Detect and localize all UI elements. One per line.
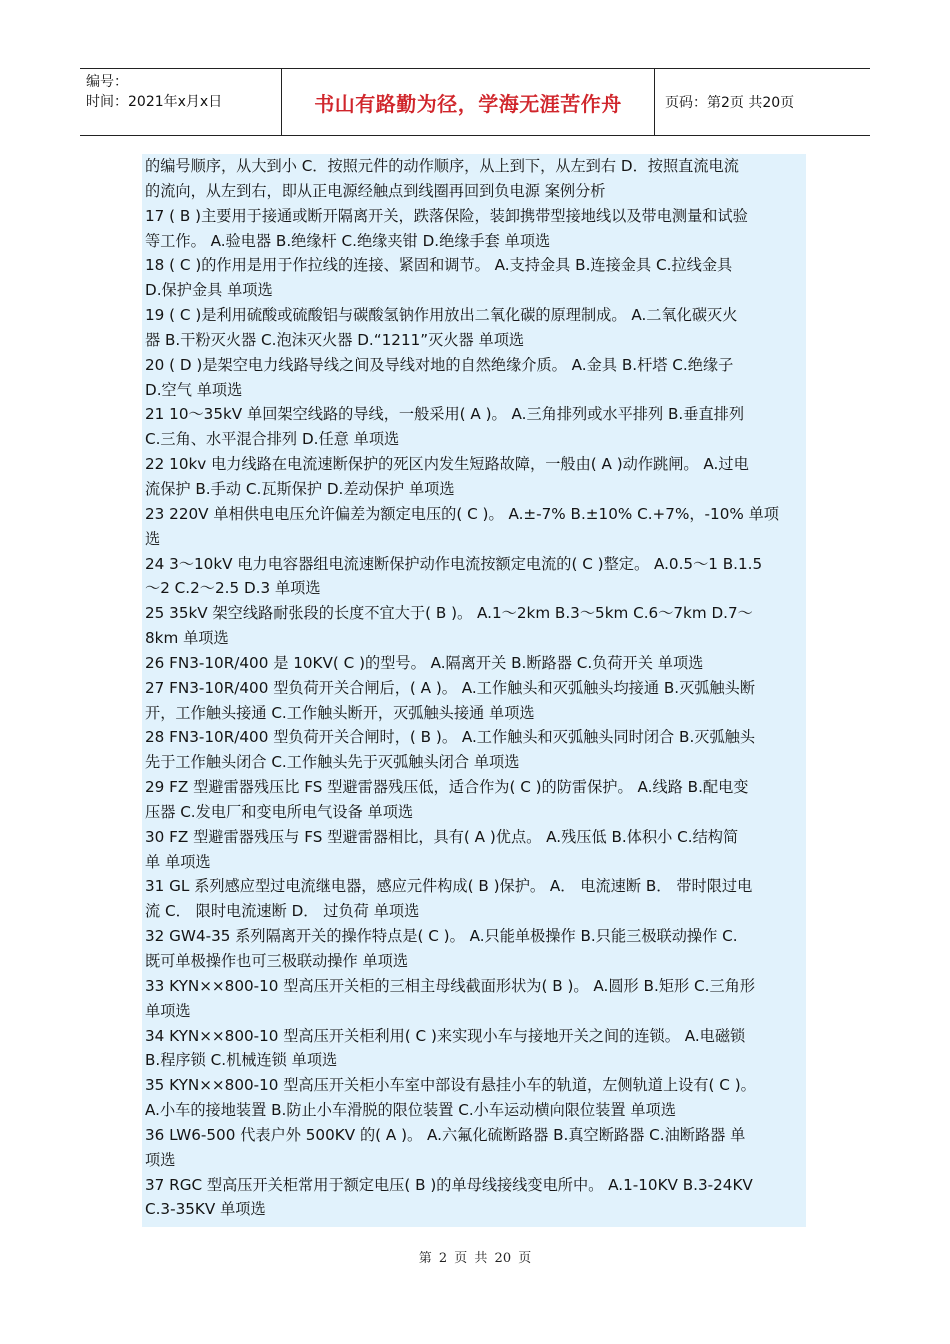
text-line: 先于工作触头闭合 C.工作触头先于灭弧触头闭合 单项选 — [145, 753, 520, 772]
text-line: 单 单项选 — [145, 852, 211, 871]
text-line: 37 RGC 型高压开关柜常用于额定电压( B )的单母线接线变电所中。 A.1-10KV B.3-24KV — [145, 1175, 753, 1194]
text-line: 选 — [145, 529, 161, 548]
header-page-info: 页码：第2页 共20页 — [665, 95, 795, 111]
text-line: 30 FZ 型避雷器残压与 FS 型避雷器相比，具有( A )优点。 A.残压低 B.体积小 C.结构简 — [145, 827, 739, 846]
text-line: 27 FN3-10R/400 型负荷开关合闸后，( A )。 A.工作触头和灭弧触头均接通 B.灭弧触头断 — [145, 678, 756, 697]
text-line: 23 220V 单相供电电压允许偏差为额定电压的( C )。 A.±-7% B.±10% C.+7%，-10% 单项 — [145, 504, 779, 523]
text-line: 24 3～10kV 电力电容器组电流速断保护动作电流按额定电流的( C )整定。 A.0.5～1 B.1.5 — [145, 554, 763, 573]
text-line: 开，工作触头接通 C.工作触头断开，灭弧触头接通 单项选 — [145, 703, 535, 722]
text-line: 等工作。 A.验电器 B.绝缘杆 C.绝缘夹钳 D.绝缘手套 单项选 — [145, 231, 551, 250]
text-line: 压器 C.发电厂和变电所电气设备 单项选 — [145, 802, 414, 821]
text-line: 17 ( B )主要用于接通或断开隔离开关，跌落保险，装卸携带型接地线以及带电测量和试验 — [145, 206, 748, 225]
page-footer: 第 2 页 共 20 页 — [418, 1251, 532, 1266]
text-line: 项选 — [145, 1150, 176, 1169]
text-line: C.三角、水平混合排列 D.任意 单项选 — [145, 430, 400, 449]
text-line: ～2 C.2～2.5 D.3 单项选 — [145, 579, 321, 598]
text-line: A.小车的接地装置 B.防止小车滑脱的限位装置 C.小车运动横向限位装置 单项选 — [145, 1101, 676, 1120]
number-label: 编号： — [86, 74, 128, 90]
header-motto: 书山有路勤为径，学海无涯苦作舟 — [282, 69, 655, 135]
text-line: D.空气 单项选 — [145, 380, 243, 399]
text-line: 36 LW6-500 代表户外 500KV 的( A )。 A.六氟化硫断路器 B.真空断路器 C.油断路器 单 — [145, 1125, 746, 1144]
text-line: 29 FZ 型避雷器残压比 FS 型避雷器残压低，适合作为( C )的防雷保护。 A.线路 B.配电变 — [145, 778, 749, 797]
text-line: 的流向，从左到右，即从正电源经触点到线圈再回到负电源 案例分析 — [145, 181, 606, 200]
header-meta — [80, 69, 282, 135]
text-line: 22 10kv 电力线路在电流速断保护的死区内发生短路故障，一般由( A )动作跳闸。 A.过电 — [145, 455, 749, 474]
text-line: 的编号顺序，从大到小 C．按照元件的动作顺序，从上到下，从左到右 D．按照直流电流 — [145, 157, 739, 175]
text-line: 流保护 B.手动 C.瓦斯保护 D.差动保护 单项选 — [145, 479, 455, 498]
text-line: 8km 单项选 — [145, 629, 229, 648]
text-line: 19 ( C )是利用硫酸或硫酸铝与碳酸氢钠作用放出二氧化碳的原理制成。 A.二氧化碳灭火 — [145, 306, 738, 325]
text-line: 单项选 — [145, 1001, 191, 1020]
text-line: 21 10～35kV 单回架空线路的导线，一般采用( A )。 A.三角排列或水平排列 B.垂直排列 — [145, 405, 745, 424]
document-body — [142, 154, 806, 1227]
text-line: 器 B.干粉灭火器 C.泡沫灭火器 D.“1211”灭火器 单项选 — [145, 330, 525, 349]
text-line: 20 ( D )是架空电力线路导线之间及导线对地的自然绝缘介质。 A.金具 B.杆塔 C.绝缘子 — [145, 355, 734, 374]
text-line: 31 GL 系列感应型过电流继电器，感应元件构成( B )保护。 A． 电流速断 B． 带时限过电 — [145, 877, 753, 896]
text-line: 25 35kV 架空线路耐张段的长度不宜大于( B )。 A.1～2km B.3～5km C.6～7km D.7～ — [145, 604, 753, 623]
text-line: 35 KYN××800-10 型高压开关柜小车室中部设有悬挂小车的轨道，左侧轨道上设有( C )。 — [145, 1076, 756, 1095]
text-line: C.3-35KV 单项选 — [145, 1200, 266, 1219]
date-label: 时间：2021年x月x日 — [86, 94, 223, 110]
text-line: D.保护金具 单项选 — [145, 281, 273, 300]
text-line: 28 FN3-10R/400 型负荷开关合闸时，( B )。 A.工作触头和灭弧触头同时闭合 B.灭弧触头 — [145, 728, 756, 747]
text-line: 既可单极操作也可三极联动操作 单项选 — [145, 952, 409, 970]
text-line: 流 C． 限时电流速断 D． 过负荷 单项选 — [145, 902, 420, 921]
text-line: 18 ( C )的作用是用于作拉线的连接、紧固和调节。 A.支持金具 B.连接金具 C.拉线金具 — [145, 256, 733, 275]
page-header — [80, 68, 870, 136]
text-line: 34 KYN××800-10 型高压开关柜利用( C )来实现小车与接地开关之间的连锁。 A.电磁锁 — [145, 1026, 746, 1045]
text-line: B.程序锁 C.机械连锁 单项选 — [145, 1051, 338, 1070]
text-line: 33 KYN××800-10 型高压开关柜的三相主母线截面形状为( B )。 A.圆形 B.矩形 C.三角形 — [145, 976, 756, 995]
text-line: 26 FN3-10R/400 是 10KV( C )的型号。 A.隔离开关 B.断路器 C.负荷开关 单项选 — [145, 653, 704, 672]
text-line: 32 GW4-35 系列隔离开关的操作特点是( C )。 A.只能单极操作 B.只能三极联动操作 C. — [145, 927, 738, 946]
